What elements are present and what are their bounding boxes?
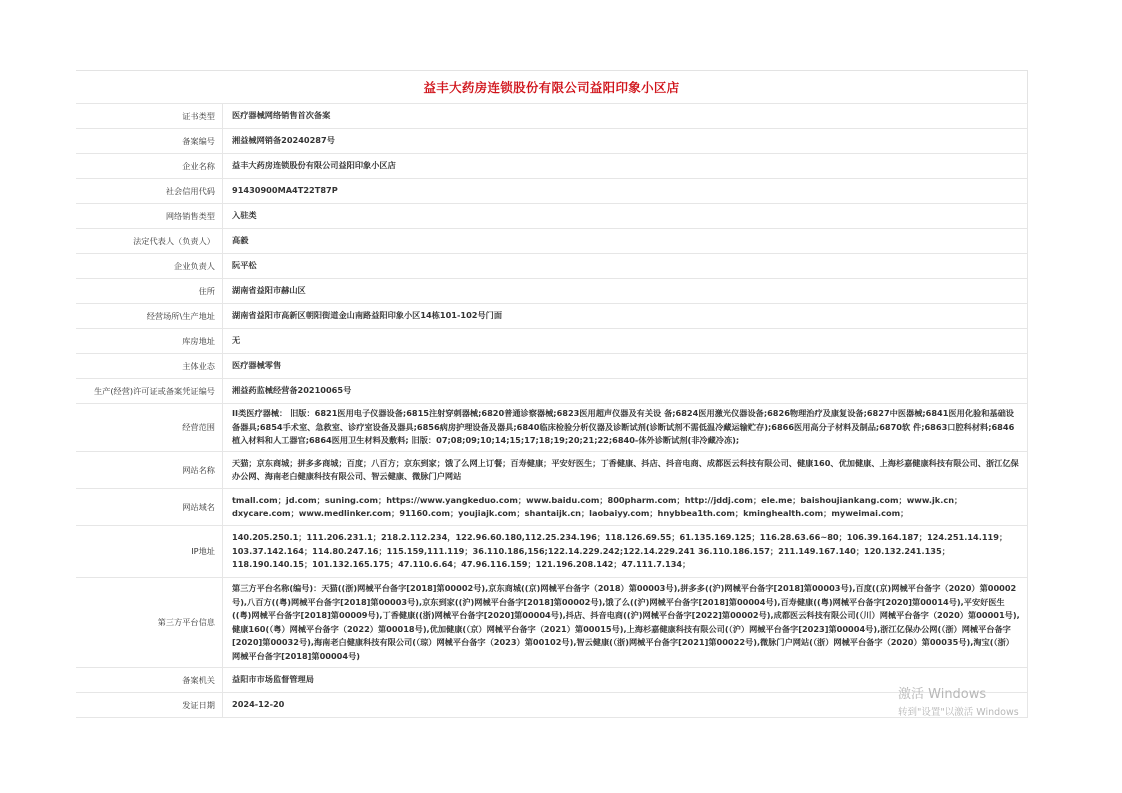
row-issue-date [76, 693, 1028, 718]
row-label: 备案机关 [76, 668, 223, 693]
row-label: IP地址 [76, 526, 223, 578]
record-table [76, 103, 1028, 718]
row-label: 第三方平台信息 [76, 578, 223, 668]
row-value: 益阳市市场监督管理局 [223, 668, 1028, 693]
row-value: 湖南省益阳市高新区朝阳街道金山南路益阳印象小区14栋101-102号门面 [223, 304, 1028, 329]
row-company-name [76, 154, 1028, 179]
row-ip-addresses [76, 526, 1028, 578]
row-value: 91430900MA4T22T87P [223, 179, 1028, 204]
row-label: 网络销售类型 [76, 204, 223, 229]
row-label: 社会信用代码 [76, 179, 223, 204]
row-value: 高毅 [223, 229, 1028, 254]
row-value: 湘益药监械经营备20210065号 [223, 379, 1028, 404]
row-license-number [76, 379, 1028, 404]
row-value: 无 [223, 329, 1028, 354]
row-warehouse-address [76, 329, 1028, 354]
row-value: 益丰大药房连锁股份有限公司益阳印象小区店 [223, 154, 1028, 179]
row-company-head [76, 254, 1028, 279]
row-value: 湘益械网销备20240287号 [223, 129, 1028, 154]
row-third-party-platforms [76, 578, 1028, 668]
watermark-line-1: 激活 Windows [898, 687, 987, 702]
row-label: 库房地址 [76, 329, 223, 354]
row-value: 2024-12-20 [223, 693, 1028, 718]
row-label: 网站域名 [76, 489, 223, 526]
row-label: 企业负责人 [76, 254, 223, 279]
row-value: 140.205.250.1；111.206.231.1；218.2.112.234，122.96.60.180,112.25.234.196；118.126.69.55；61.135.169.125；116.28.63.66~80；106.39.164.187；124.251.14.119；103.37.142.164；114.80.247.16；115.159,111.119；36.110.186,156;122.14.229.242;122.14.229.241 36.110.186.157；211.149.167.140；120.132.241.135；118.190.140.15；101.132.165.175；47.110.6.64；47.96.116.159；121.196.208.142；47.111.7.134； [223, 526, 1028, 578]
row-credit-code [76, 179, 1028, 204]
row-value: II类医疗器械： 旧版：6821医用电子仪器设备;6815注射穿刺器械;6820普通诊察器械;6823医用超声仪器及有关设 备;6824医用激光仪器设备;6826物理治疗及康复设备;6827中医器械;6841医用化验和基础设备器具;6854手术室、急救室、诊疗室设备及器具;6856病房护理设备及器具;6840临床检验分析仪器及诊断试剂(诊断试剂不需低温冷藏运输贮存);6866医用高分子材料及制品;6870软 件;6863口腔科材料;6846植入材料和人工器官;6864医用卫生材料及敷料; 旧版：07;08;09;10;14;15;17;18;19;20;21;22;6840-体外诊断试剂(非冷藏冷冻); [223, 404, 1028, 452]
row-certificate-type [76, 104, 1028, 129]
row-label: 企业名称 [76, 154, 223, 179]
row-label: 法定代表人（负责人） [76, 229, 223, 254]
row-label: 生产(经营)许可证或备案凭证编号 [76, 379, 223, 404]
row-residence [76, 279, 1028, 304]
row-label: 主体业态 [76, 354, 223, 379]
row-value: 阮平松 [223, 254, 1028, 279]
row-business-form [76, 354, 1028, 379]
row-value: 入驻类 [223, 204, 1028, 229]
record-document [76, 70, 1028, 718]
row-record-number [76, 129, 1028, 154]
row-label: 证书类型 [76, 104, 223, 129]
row-filing-authority [76, 668, 1028, 693]
row-label: 发证日期 [76, 693, 223, 718]
row-label: 网站名称 [76, 452, 223, 489]
row-label: 住所 [76, 279, 223, 304]
document-title: 益丰大药房连锁股份有限公司益阳印象小区店 [423, 80, 680, 95]
row-business-scope [76, 404, 1028, 452]
row-value: tmall.com；jd.com；suning.com；https://www.yangkeduo.com；www.baidu.com；800pharm.com；http://jddj.com；ele.me；baishoujiankang.com；www.jk.cn；dxycare.com；www.medlinker.com；91160.com；youjiajk.com；shantaijk.cn；laobaiyy.com；hnybbea1th.com；kminghealth.com；myweimai.com； [223, 489, 1028, 526]
row-label: 备案编号 [76, 129, 223, 154]
row-value: 医疗器械网络销售首次备案 [223, 104, 1028, 129]
row-website-domains [76, 489, 1028, 526]
row-label: 经营范围 [76, 404, 223, 452]
row-value: 天猫；京东商城；拼多多商城；百度；八百方；京东到家；饿了么网上订餐；百寿健康；平安好医生；丁香健康、抖店、抖音电商、成都医云科技有限公司、健康160、优加健康、上海杉嘉健康科技有限公司、浙江亿保办公网、海南老白健康科技有限公司、智云健康、微脉门户网站 [223, 452, 1028, 489]
row-value: 第三方平台名称(编号)：天猫((浙)网械平台备字[2018]第00002号),京东商城((京)网械平台备字（2018）第00003号),拼多多((沪)网械平台备字[2018]第00003号),百度((京)网械平台备字（2020）第00002号),八百方((粤)网械平台备字[2018]第00003号),京东到家((沪)网械平台备字[2018]第00002号),饿了么((沪)网械平台备字[2018]第00004号),百寿健康((粤)网械平台备字[2020]第00014号),平安好医生((粤)网械平台备字[2018]第00009号),丁香健康((浙)网械平台备字[2020]第00004号),抖店、抖音电商((沪)网械平台备字[2022]第00002号),成都医云科技有限公司(（川）网械平台备字（2020）第00001号),健康160(（粤）网械平台备字（2022）第00018号),优加健康(（京）网械平台备字（2021）第00015号),上海杉嘉健康科技有限公司(（沪）网械平台备字[2023]第00004号),浙江亿保办公网(（浙）网械平台备字[2020]第00032号),海南老白健康科技有限公司(（琼）网械平台备字（2023）第00102号),智云健康(（浙)网械平台备字[2021]第00022号),微脉门户网站(（浙）网械平台备字（2020）第00035号),淘宝(（浙）网械平台备字[2018]第00004号) [223, 578, 1028, 668]
title-row [76, 70, 1028, 103]
row-label: 经营场所\生产地址 [76, 304, 223, 329]
row-website-names [76, 452, 1028, 489]
row-sales-type [76, 204, 1028, 229]
row-value: 医疗器械零售 [223, 354, 1028, 379]
row-business-address [76, 304, 1028, 329]
watermark-line-2: 转到"设置"以激活 Windows [898, 707, 1019, 718]
row-legal-representative [76, 229, 1028, 254]
windows-activation-watermark [898, 683, 1019, 718]
row-value: 湖南省益阳市赫山区 [223, 279, 1028, 304]
